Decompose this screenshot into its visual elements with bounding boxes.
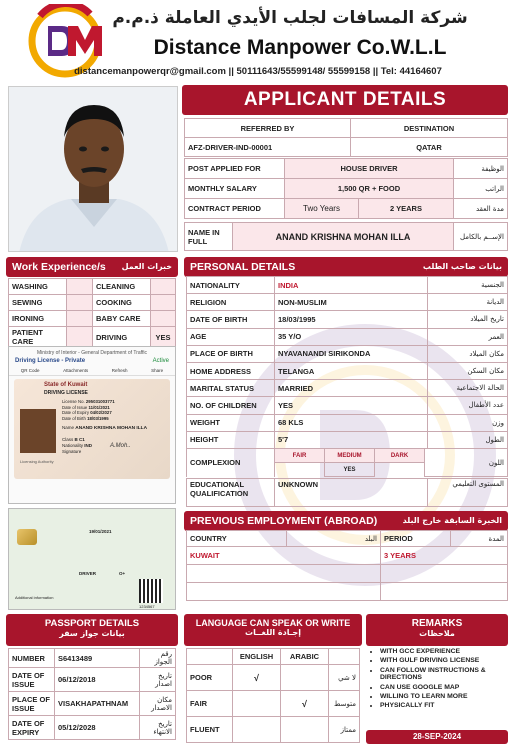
work-skill-value — [67, 279, 93, 295]
english-mark — [233, 691, 281, 717]
work-row — [9, 295, 176, 311]
personal-value: NYAVANANDI SIRIKONDA — [275, 345, 428, 362]
language-level-arabic: لا شي — [329, 665, 360, 691]
personal-arabic-label: العمر — [428, 328, 508, 345]
salary-arabic-label: الراتب — [454, 179, 508, 199]
complexion-fair: FAIR — [275, 449, 325, 463]
license-issue: 11/01/2021 — [88, 404, 110, 410]
salary-label: MONTHLY SALARY — [185, 179, 285, 199]
contract-period-arabic-label: مدة العقد — [454, 199, 508, 219]
license-class: B C1 — [74, 437, 85, 442]
post-label: POST APPLIED FOR — [185, 159, 285, 179]
work-experience-title — [6, 257, 178, 277]
license-photo — [20, 409, 56, 453]
work-skill-label: CLEANING — [93, 279, 151, 295]
language-title-arabic: إجـادة اللغــات — [245, 628, 301, 637]
education-table — [186, 478, 508, 507]
license-back-profession: DRIVER — [79, 571, 97, 576]
qr-code-icon — [139, 579, 163, 603]
license-back-id: 1234567 — [139, 604, 155, 609]
remarks-list — [366, 648, 508, 712]
personal-label: NATIONALITY — [187, 277, 275, 294]
personal-value: 35 Y/O — [275, 328, 428, 345]
country-label: COUNTRY — [187, 531, 287, 547]
personal-row — [187, 277, 508, 294]
personal-arabic-label: الحالة الاجتماعية — [428, 380, 508, 397]
passport-title-text: PASSPORT DETAILS — [44, 618, 140, 629]
personal-row — [187, 345, 508, 362]
remarks-title — [366, 614, 508, 646]
referred-by-label: REFERRED BY — [185, 119, 351, 138]
personal-row — [187, 397, 508, 414]
applicant-photo — [8, 86, 178, 252]
work-skill-value — [151, 295, 176, 311]
remark-item: • WILLING TO LEARN MORE — [380, 693, 508, 701]
personal-value: 18/03/1995 — [275, 311, 428, 328]
personal-row — [187, 362, 508, 379]
license-birth-label: Date of Birth — [62, 415, 86, 421]
personal-label: MARITAL STATUS — [187, 380, 275, 397]
english-mark: √ — [233, 665, 281, 691]
license-nat: IND — [84, 443, 93, 448]
personal-label: HEIGHT — [187, 431, 275, 448]
personal-arabic-label: الطول — [428, 431, 508, 448]
passport-arabic-label: مكان الاصدار — [140, 692, 176, 716]
passport-details-title — [6, 614, 178, 646]
post-arabic-label: الوظيفة — [454, 159, 508, 179]
remark-item: • WITH GCC EXPERIENCE — [380, 648, 508, 656]
person-photo-icon — [9, 87, 178, 252]
work-experience-title-arabic: خبرات العمل — [121, 262, 172, 271]
complexion-label: COMPLEXION — [187, 449, 275, 477]
passport-label: PLACE OF ISSUE — [9, 692, 55, 716]
complexion-medium: MEDIUM — [325, 449, 375, 463]
personal-details-table — [186, 276, 508, 449]
passport-arabic-label: تاريخ الانتهاء — [140, 716, 176, 740]
license-ministry: Ministry of Interior - General Department of Traffic — [37, 350, 147, 356]
document-date: 28-SEP-2024 — [366, 730, 508, 744]
personal-label: NO. OF CHILDREN — [187, 397, 275, 414]
work-skill-label: WASHING — [9, 279, 67, 295]
english-mark — [233, 717, 281, 743]
salary-value: 1,500 QR + FOOD — [285, 179, 454, 199]
remark-item: • WITH GULF DRIVING LICENSE — [380, 657, 508, 665]
personal-label: RELIGION — [187, 294, 275, 311]
full-name-value: ANAND KRISHNA MOHAN ILLA — [233, 223, 454, 251]
personal-value: 68 KLS — [275, 414, 428, 431]
license-name: ANAND KRISHNA MOHAN ILLA — [75, 426, 148, 431]
personal-arabic-label: عدد الأطفال — [428, 397, 508, 414]
remark-item: • PHYSICALLY FIT — [380, 702, 508, 710]
company-name: Distance Manpower Co.W.L.L — [153, 36, 447, 59]
personal-value: TELANGA — [275, 362, 428, 379]
remarks-title-text: REMARKS — [411, 618, 463, 629]
language-table — [186, 648, 360, 743]
destination-value: QATAR — [351, 138, 508, 157]
language-row — [187, 665, 360, 691]
personal-value: NON-MUSLIM — [275, 294, 428, 311]
driving-license-back — [8, 508, 176, 610]
personal-row — [187, 380, 508, 397]
passport-label: NUMBER — [9, 649, 55, 668]
passport-row — [9, 649, 176, 668]
passport-arabic-label: رقم الجواز — [140, 649, 176, 668]
passport-table — [8, 648, 176, 740]
work-skill-value — [67, 327, 93, 348]
personal-value: 5'7 — [275, 431, 428, 448]
work-skill-label: PATIENT CARE — [9, 327, 67, 348]
personal-value: MARRIED — [275, 380, 428, 397]
license-back-footer: Additional information — [15, 595, 54, 600]
personal-label: HOME ADDRESS — [187, 362, 275, 379]
license-expiry: 04/02/2027 — [90, 410, 112, 416]
previous-employment-title — [184, 511, 508, 531]
license-card — [14, 379, 170, 479]
language-row — [187, 691, 360, 717]
applicant-details-title: APPLICANT DETAILS — [182, 85, 508, 115]
full-name-arabic-label: الإســم بالكامل — [454, 223, 508, 251]
previous-employment-title-text: PREVIOUS EMPLOYMENT (ABROAD) — [190, 515, 378, 527]
passport-row — [9, 716, 176, 740]
country-arabic-label: البلد — [287, 531, 381, 547]
personal-row — [187, 294, 508, 311]
license-authority: Licensing Authority — [20, 459, 54, 464]
name-table — [184, 222, 508, 251]
personal-details-title — [184, 257, 508, 277]
period-value: 3 YEARS — [381, 547, 508, 565]
language-level-label: FAIR — [187, 691, 233, 717]
remark-item: • CAN USE GOOGLE MAP — [380, 684, 508, 692]
personal-label: DATE OF BIRTH — [187, 311, 275, 328]
passport-row — [9, 692, 176, 716]
language-level-label: POOR — [187, 665, 233, 691]
work-experience-title-text: Work Experience/s — [12, 261, 106, 273]
license-name-label: Name — [62, 425, 75, 430]
education-arabic-label: المستوى التعليمي — [428, 479, 508, 507]
work-skill-value: YES — [151, 327, 176, 348]
personal-arabic-label: مكان السكن — [428, 362, 508, 379]
arabic-mark — [281, 717, 329, 743]
work-row — [9, 327, 176, 348]
passport-label: DATE OF EXPIRY — [9, 716, 55, 740]
contract-period-text: Two Years — [285, 199, 359, 219]
previous-employment-table — [186, 530, 508, 601]
work-skill-label: DRIVING — [93, 327, 151, 348]
work-skill-label: BABY CARE — [93, 311, 151, 327]
passport-value: 06/12/2018 — [55, 668, 140, 692]
passport-row — [9, 668, 176, 692]
referred-by-value: AFZ-DRIVER-IND-00001 — [185, 138, 351, 157]
personal-arabic-label: مكان الميلاد — [428, 345, 508, 362]
complexion-value: YES — [325, 463, 375, 477]
arabic-mark: √ — [281, 691, 329, 717]
personal-value: INDIA — [275, 277, 428, 294]
language-level-arabic: متوسط — [329, 691, 360, 717]
license-tab-share[interactable]: Share — [151, 368, 164, 373]
company-name-arabic: شركة المسافات لجلب الأيدي العاملة ذ.م.م — [112, 8, 468, 28]
passport-title-arabic: بيانات جواز سفر — [59, 629, 125, 638]
license-tab-attachments[interactable]: Attachments — [63, 368, 89, 373]
language-title — [184, 614, 362, 646]
post-table — [184, 158, 508, 219]
license-app-title: Driving License - Private — [15, 358, 86, 364]
personal-row — [187, 431, 508, 448]
license-no: 295031003771 — [85, 399, 115, 404]
license-no-label: License No. — [62, 399, 85, 404]
post-value: HOUSE DRIVER — [285, 159, 454, 179]
work-skill-label: IRONING — [9, 311, 67, 327]
work-skill-label: COOKING — [93, 295, 151, 311]
license-back-blood: O+ — [119, 571, 126, 576]
work-row — [9, 311, 176, 327]
contact-line: distancemanpowerqr@gmail.com || 50111643/55599148/ 55599158 || Tel: 44164607 — [74, 66, 442, 77]
remark-item: • CAN FOLLOW INSTRUCTIONS & DIRECTIONS — [380, 667, 508, 683]
contract-period-value: 2 YEARS — [359, 199, 454, 219]
license-state: State of Kuwait — [44, 382, 88, 388]
language-row — [187, 717, 360, 743]
work-experience-table — [8, 278, 176, 348]
period-label: PERIOD — [381, 531, 451, 547]
work-skill-value — [151, 279, 176, 295]
passport-value: S6413489 — [55, 649, 140, 668]
work-skill-value — [151, 311, 176, 327]
personal-arabic-label: تاريخ الميلاد — [428, 311, 508, 328]
personal-arabic-label: الجنسية — [428, 277, 508, 294]
license-issue-label: Date of Issue — [62, 404, 88, 410]
personal-arabic-label: وزن — [428, 414, 508, 431]
complexion-dark: DARK — [375, 449, 425, 463]
language-level-arabic: ممتاز — [329, 717, 360, 743]
license-status: Active — [152, 358, 169, 364]
passport-value: VISAKHAPATHNAM — [55, 692, 140, 716]
header — [0, 0, 516, 84]
license-signature: A.Moh.. — [110, 443, 131, 449]
period-arabic-label: المدة — [451, 531, 508, 547]
work-skill-value — [67, 311, 93, 327]
license-tab-refresh[interactable]: Refresh — [111, 368, 128, 373]
work-skill-value — [67, 295, 93, 311]
license-nat-label: Nationality — [62, 443, 84, 448]
arabic-mark — [281, 665, 329, 691]
complexion-table — [186, 448, 508, 477]
chip-icon — [17, 529, 37, 545]
personal-details-title-arabic: بيانات صاحب الطلب — [422, 262, 502, 271]
license-sig-label: Signature — [62, 449, 82, 454]
passport-value: 05/12/2028 — [55, 716, 140, 740]
personal-label: AGE — [187, 328, 275, 345]
contract-period-label: CONTRACT PERIOD — [185, 199, 285, 219]
work-row — [9, 279, 176, 295]
education-label: EDUCATIONAL QUALIFICATION — [187, 479, 275, 507]
destination-label: DESTINATION — [351, 119, 508, 138]
license-tab-qr[interactable]: QR Code — [20, 368, 40, 373]
driving-license-screenshot — [8, 346, 176, 504]
remarks-title-arabic: ملاحظات — [419, 629, 455, 638]
country-value: KUWAIT — [187, 547, 381, 565]
personal-row — [187, 311, 508, 328]
language-title-text: LANGUAGE CAN SPEAK OR WRITE — [195, 618, 351, 628]
license-back-date: 19/01/2021 — [89, 529, 112, 534]
personal-row — [187, 328, 508, 345]
referral-table — [184, 118, 508, 157]
personal-row — [187, 414, 508, 431]
language-level-label: FLUENT — [187, 717, 233, 743]
work-skill-label: SEWING — [9, 295, 67, 311]
full-name-label: NAME IN FULL — [185, 223, 233, 251]
passport-label: DATE OF ISSUE — [9, 668, 55, 692]
language-col-arabic: ARABIC — [281, 649, 329, 665]
license-card-title: DRIVING LICENSE — [44, 390, 88, 396]
license-class-label: Class — [62, 437, 74, 442]
personal-label: WEIGHT — [187, 414, 275, 431]
previous-employment-title-arabic: الخبرة السابقة خارج البلد — [402, 516, 502, 525]
complexion-arabic-label: اللون — [425, 449, 508, 477]
license-birth: 18/03/1995 — [87, 415, 109, 421]
language-header-row — [187, 649, 360, 665]
personal-arabic-label: الديانة — [428, 294, 508, 311]
personal-label: PLACE OF BIRTH — [187, 345, 275, 362]
language-col-english: ENGLISH — [233, 649, 281, 665]
license-expiry-label: Date of Expiry — [62, 410, 89, 416]
personal-details-title-text: PERSONAL DETAILS — [190, 261, 296, 273]
personal-value: YES — [275, 397, 428, 414]
education-value: UNKNOWN — [275, 479, 428, 507]
passport-arabic-label: تاريخ اصدار — [140, 668, 176, 692]
